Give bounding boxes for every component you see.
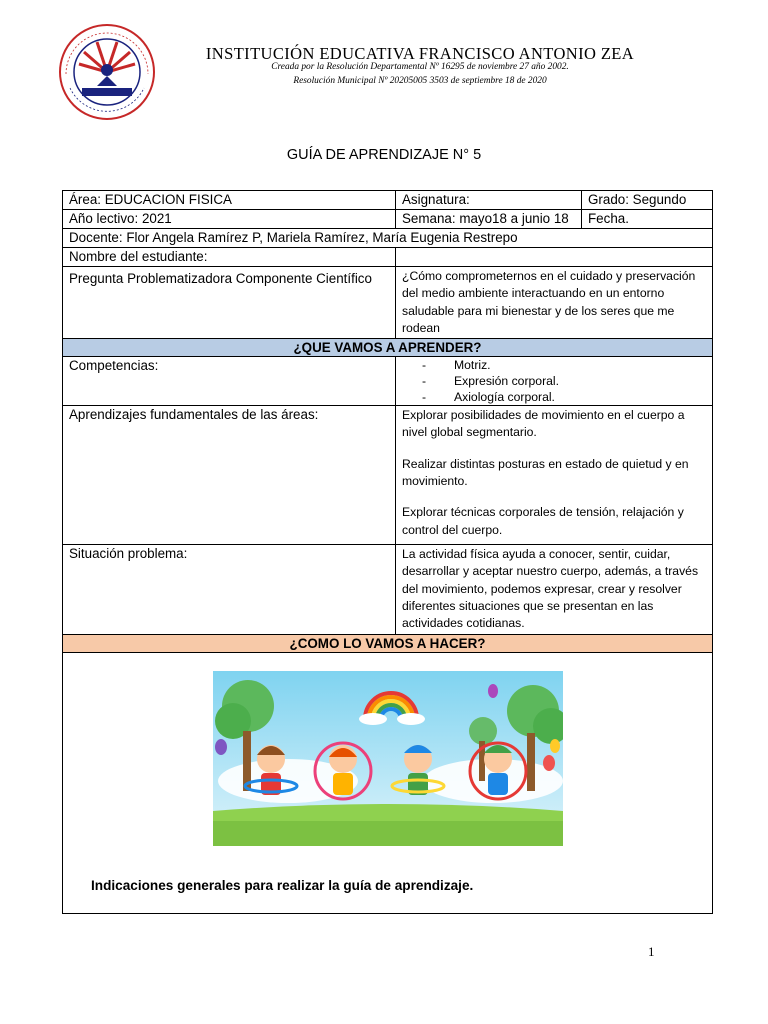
grado-cell: Grado: Segundo [582,191,713,210]
institution-name: INSTITUCIÓN EDUCATIVA FRANCISCO ANTONIO ZEA [205,44,635,63]
aprendizaje-paragraph: Explorar posibilidades de movimiento en el cuerpo a nivel global segmentario. [402,408,685,440]
asignatura-cell: Asignatura: [396,191,582,210]
row-aprendizajes [63,406,713,545]
list-item: - Motriz. [422,357,706,373]
competencias-list-cell [396,357,713,406]
row-area [63,191,713,210]
page-number: 1 [648,944,655,959]
competencias-list [402,357,706,405]
row-pregunta [63,267,713,339]
pregunta-text: ¿Cómo comprometernos en el cuidado y preservación del medio ambiente interactuando en un entorno saludable para mi bienestar y de los seres que me rodean [396,267,713,339]
aprendizaje-paragraph: Realizar distintas posturas en estado de quietud y en movimiento. [402,456,689,489]
creation-resolution: Creada por la Resolución Departamental Nº 16295 de noviembre 27 año 2002. [271,62,569,72]
section-title: ¿QUE VAMOS A APRENDER? [63,339,713,357]
aprendizajes-label: Aprendizajes fundamentales de las áreas: [63,406,396,545]
situacion-text: La actividad física ayuda a conocer, sentir, cuidar, desarrollar y aceptar nuestro cuerpo, además, a través del movimiento, podemos expresar, crear y resolver diferentes situaciones que se presentan en las actividades cotidianas. [396,545,713,634]
section-que-vamos-aprender [63,339,713,357]
nombre-label: Nombre del estudiante: [63,248,396,267]
section-como-lo-vamos-hacer [63,634,713,652]
aprendizaje-paragraph: Explorar técnicas corporales de tensión, relajación y control del cuerpo. [402,505,684,537]
list-item: - Axiología corporal. [422,389,706,405]
pregunta-label: Pregunta Problematizadora Componente Científico [63,267,396,339]
guide-title: GUÍA DE APRENDIZAJE N° 5 [286,147,482,163]
row-docente [63,229,713,248]
section-title: ¿COMO LO VAMOS A HACER? [63,634,713,652]
nombre-field[interactable] [396,248,713,267]
semana-cell: Semana: mayo18 a junio 18 [396,210,582,229]
fecha-cell: Fecha. [582,210,713,229]
aprendizajes-cell [396,406,713,545]
municipal-resolution: Resolución Municipal Nº 20205005 3503 de septiembre 18 de 2020 [293,76,547,86]
como-cell [63,652,713,913]
row-competencias [63,357,713,406]
row-ano [63,210,713,229]
competencias-label: Competencias: [63,357,396,406]
row-situacion [63,545,713,634]
kids-playing-illustration [213,671,563,846]
indicaciones-heading: Indicaciones generales para realizar la guía de aprendizaje. [91,877,474,893]
guide-table [62,190,713,914]
area-cell: Área: EDUCACION FISICA [63,191,396,210]
row-nombre [63,248,713,267]
school-logo [52,22,162,122]
situacion-label: Situación problema: [63,545,396,634]
list-item: - Expresión corporal. [422,373,706,389]
row-como [63,652,713,913]
docente-cell: Docente: Flor Angela Ramírez P, Mariela Ramírez, María Eugenia Restrepo [63,229,713,248]
ano-cell: Año lectivo: 2021 [63,210,396,229]
